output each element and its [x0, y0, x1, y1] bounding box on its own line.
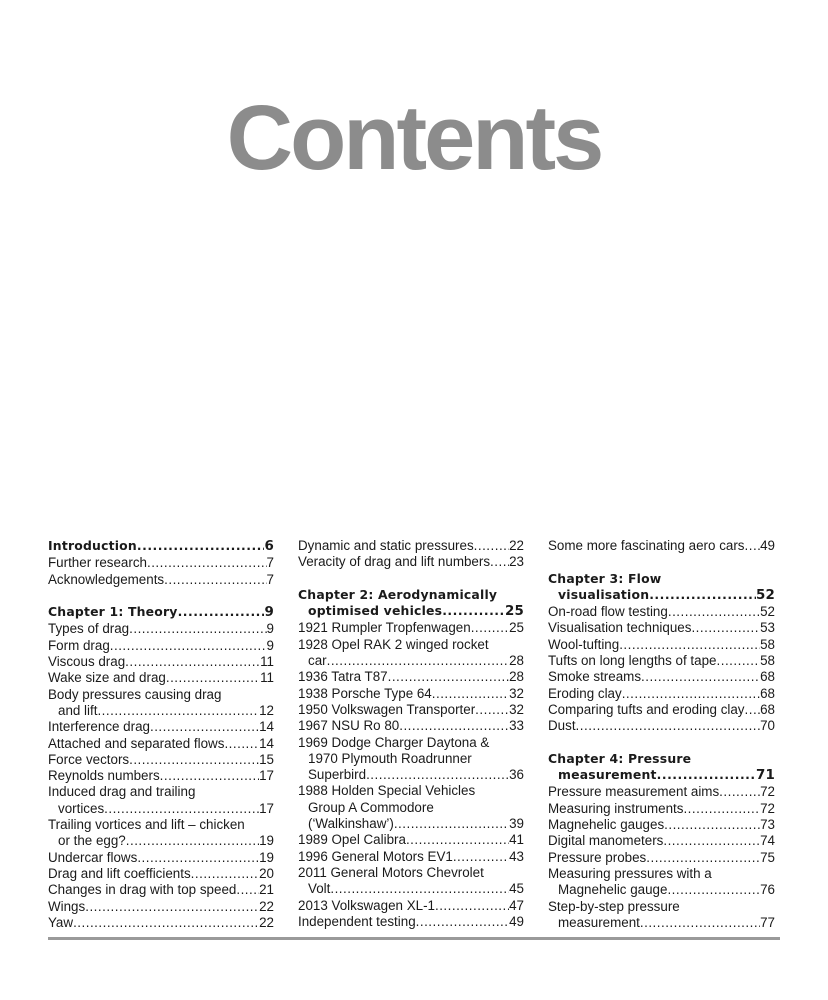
dot-leader [442, 603, 505, 619]
toc-entry-title: 1921 Rumpler Tropfenwagen [298, 620, 471, 636]
toc-entry-title: 1938 Porsche Type 64 [298, 685, 432, 701]
toc-entry-title: Changes in drag with top speed [48, 882, 237, 898]
toc-page-number: 32 [509, 685, 524, 701]
dot-leader [719, 784, 760, 800]
toc-entry-title: Yaw [48, 914, 74, 930]
toc-entry-title: Some more fascinating aero cars [548, 538, 745, 553]
toc-page-number: 32 [509, 701, 524, 717]
toc-page-number: 68 [760, 685, 775, 701]
toc-entry-title: Chapter 2: Aerodynamically [298, 586, 498, 602]
toc-page-number: 6 [264, 539, 274, 554]
toc-column-1 [48, 538, 274, 931]
toc-page-number: 58 [760, 653, 775, 669]
dot-leader [745, 538, 761, 554]
toc-page-number: 36 [509, 767, 524, 783]
toc-entry [48, 784, 274, 817]
toc-entry-title: Further research [48, 555, 147, 571]
toc-page-number: 12 [259, 702, 274, 718]
dot-leader [327, 653, 509, 669]
dot-leader [330, 881, 509, 897]
toc-entry-title: Viscous drag [48, 654, 126, 670]
dot-leader [576, 718, 761, 734]
dot-leader [129, 752, 259, 768]
toc-entry-title: Pressure measurement aims [548, 784, 720, 800]
toc-page-number: 52 [755, 587, 775, 603]
toc-entry-title: Chapter 1: Theory [48, 604, 178, 620]
toc-entry [48, 555, 274, 571]
toc-entry [48, 768, 274, 784]
toc-chapter-heading [548, 751, 775, 785]
toc-entry [298, 620, 524, 636]
toc-entry [548, 718, 775, 734]
toc-page-number: 33 [509, 718, 524, 734]
toc-spacer [548, 554, 775, 570]
dot-leader [191, 866, 259, 882]
bottom-rule [48, 937, 780, 940]
toc-entry [298, 735, 524, 784]
toc-entry-title: Force vectors [48, 751, 130, 767]
toc-entry-title: measurement [558, 914, 640, 930]
toc-entry [48, 899, 274, 915]
toc-entry-title: Body pressures causing drag [48, 686, 222, 702]
dot-leader [126, 833, 259, 849]
toc-entry-title: car [308, 653, 327, 669]
dot-leader [657, 767, 756, 783]
toc-entry-title: Tufts on long lengths of tape [548, 653, 717, 669]
toc-entry-title: Chapter 3: Flow [548, 570, 662, 586]
toc-entry-title: 2011 General Motors Chevrolet [298, 864, 484, 880]
toc-page-number: 19 [259, 833, 274, 849]
toc-entry [548, 850, 775, 866]
toc-entry-title: Dust [548, 718, 576, 734]
dot-leader [490, 554, 509, 570]
toc-entry-title: Trailing vortices and lift – chicken [48, 817, 245, 833]
toc-entry-title: Wool-tufting [548, 636, 620, 652]
toc-entry [548, 653, 775, 669]
toc-entry-title: Interference drag [48, 719, 150, 735]
toc-entry-title: measurement [558, 767, 657, 783]
toc-entry-title: optimised vehicles [308, 603, 443, 619]
toc-page-number: 58 [760, 636, 775, 652]
dot-leader [619, 637, 760, 653]
toc-page-number: 49 [509, 913, 524, 929]
dot-leader [224, 736, 259, 752]
dot-leader [160, 768, 259, 784]
toc-page-number: 11 [260, 670, 274, 686]
dot-leader [683, 801, 760, 817]
toc-entry-title: 1936 Tatra T87 [298, 669, 388, 685]
dot-leader [663, 833, 760, 849]
toc-page-number: 22 [509, 538, 524, 553]
dot-leader [147, 555, 267, 571]
toc-page-number: 41 [509, 832, 524, 848]
toc-entry-title: Veracity of drag and lift numbers [298, 554, 491, 570]
toc-page-number: 76 [760, 882, 775, 898]
toc-entry [548, 784, 775, 800]
dot-leader [668, 604, 760, 620]
toc-page-number: 73 [760, 817, 775, 833]
dot-leader [388, 669, 510, 685]
toc-entry-title: 1996 General Motors EV1 [298, 848, 453, 864]
dot-leader [691, 620, 760, 636]
toc-entry-title: Induced drag and trailing [48, 784, 196, 800]
toc-chapter-heading [298, 587, 524, 621]
dot-leader [104, 801, 259, 817]
dot-leader [137, 850, 259, 866]
toc-entry [298, 898, 524, 914]
toc-entry-title: Independent testing [298, 913, 416, 929]
dot-leader [717, 653, 761, 669]
toc-chapter-heading [48, 604, 274, 621]
dot-leader [664, 817, 760, 833]
toc-entry-title: Wake size and drag [48, 670, 166, 686]
toc-entry-title: and lift [58, 702, 98, 718]
toc-page-number: 45 [509, 881, 524, 897]
toc-page-number: 25 [509, 620, 524, 636]
dot-leader [137, 538, 265, 554]
toc-entry-title: vortices [58, 800, 105, 816]
toc-entry-title: Pressure probes [548, 849, 647, 865]
toc-page-number: 39 [509, 816, 524, 832]
toc-entry [48, 817, 274, 850]
toc-page-number: 68 [760, 669, 775, 685]
toc-page-number: 17 [259, 800, 274, 816]
toc-entry-title: Group A Commodore [308, 799, 434, 815]
toc-entry-title: Eroding clay [548, 685, 622, 701]
toc-entry [48, 866, 274, 882]
toc-entry-title: Superbird [308, 767, 367, 783]
toc-entry [48, 719, 274, 735]
toc-entry [298, 538, 524, 554]
toc-entry [548, 702, 775, 718]
toc-entry [48, 850, 274, 866]
toc-page-number: 28 [509, 653, 524, 669]
toc-page-number: 25 [504, 604, 524, 620]
toc-page-number: 7 [266, 571, 274, 587]
toc-entry-title: 1988 Holden Special Vehicles [298, 783, 476, 799]
toc-page-number: 74 [760, 833, 775, 849]
toc-entry-title: Wings [48, 898, 86, 914]
toc-entry [298, 865, 524, 898]
dot-leader [667, 882, 760, 898]
toc-entry-title: (‘Walkinshaw’) [308, 816, 394, 832]
toc-page-number: 52 [760, 604, 775, 620]
toc-page-number: 75 [760, 849, 775, 865]
toc-entry-title: 1928 Opel RAK 2 winged rocket [298, 636, 489, 652]
dot-leader [432, 686, 509, 702]
toc-page-number: 9 [266, 637, 274, 653]
dot-leader [475, 702, 509, 718]
toc-entry-title: Magnehelic gauge [558, 882, 668, 898]
toc-entry [548, 538, 775, 554]
toc-entry [298, 637, 524, 670]
toc-page-number: 77 [760, 914, 775, 930]
toc-entry-title: 1989 Opel Calibra [298, 832, 406, 848]
toc-page-number: 9 [264, 605, 274, 621]
dot-leader [85, 899, 259, 915]
toc-entry-title: Measuring pressures with a [548, 865, 712, 881]
dot-leader [435, 898, 509, 914]
toc-entry [298, 686, 524, 702]
toc-page-number: 68 [760, 701, 775, 717]
dot-leader [646, 850, 760, 866]
toc-entry-title: Digital manometers [548, 833, 664, 849]
toc-entry [48, 654, 274, 670]
toc-spacer [48, 588, 274, 604]
toc-entry [298, 718, 524, 734]
toc-entry [548, 866, 775, 899]
toc-page-number: 9 [266, 621, 274, 637]
toc-entry [548, 899, 775, 932]
dot-leader [73, 915, 259, 931]
toc-page-number: 43 [509, 848, 524, 864]
dot-leader [97, 703, 259, 719]
toc-entry [548, 637, 775, 653]
toc-entry [548, 686, 775, 702]
toc-spacer [548, 735, 775, 751]
toc-entry-title: visualisation [558, 586, 650, 602]
toc-entry-title: Smoke streams [548, 669, 642, 685]
dot-leader [110, 638, 267, 654]
toc-page-number: 47 [509, 897, 524, 913]
toc-entry-title: Acknowledgements [48, 571, 165, 587]
toc-entry-title: Form drag [48, 637, 110, 653]
dot-leader [399, 718, 509, 734]
dot-leader [394, 816, 509, 832]
toc-entry [48, 687, 274, 720]
dot-leader [366, 767, 509, 783]
toc-entry [48, 638, 274, 654]
toc-spacer [298, 571, 524, 587]
dot-leader [453, 849, 509, 865]
toc-page-number: 21 [259, 882, 274, 898]
toc-entry-title: Volt [308, 881, 331, 897]
dot-leader [641, 669, 760, 685]
toc-page-number: 49 [760, 538, 775, 553]
toc-entry [298, 832, 524, 848]
toc-entry-title: Types of drag [48, 621, 130, 637]
toc-entry-title: Reynolds numbers [48, 768, 160, 784]
toc-page-number: 11 [260, 654, 274, 670]
toc-entry [548, 817, 775, 833]
toc-entry [48, 882, 274, 898]
toc-page-number: 20 [259, 865, 274, 881]
toc-entry-title: Drag and lift coefficients [48, 865, 191, 881]
toc-entry [298, 849, 524, 865]
toc-entry-title: Comparing tufts and eroding clay [548, 701, 745, 717]
toc-page-number: 22 [259, 898, 274, 914]
toc-entry-title: Chapter 4: Pressure [548, 750, 692, 766]
page-title: Contents [226, 87, 602, 189]
toc-entry-title: Introduction [48, 538, 137, 553]
toc-entry [298, 702, 524, 718]
toc-entry-title: Measuring instruments [548, 800, 684, 816]
toc-entry-title: 2013 Volkswagen XL-1 [298, 897, 435, 913]
dot-leader [406, 832, 509, 848]
dot-leader [129, 621, 266, 637]
toc-page-number: 71 [755, 768, 775, 784]
toc-chapter-heading [548, 571, 775, 605]
toc-page-number: 72 [760, 784, 775, 800]
toc-entry-title: 1950 Volkswagen Transporter [298, 701, 476, 717]
toc-entry-title: On-road flow testing [548, 604, 668, 620]
dot-leader [471, 620, 509, 636]
toc-page-number: 70 [760, 718, 775, 734]
toc-page-number: 19 [259, 849, 274, 865]
toc-entry [548, 801, 775, 817]
toc-entry [548, 620, 775, 636]
dot-leader [164, 572, 266, 588]
dot-leader [125, 654, 260, 670]
dot-leader [416, 914, 509, 930]
toc-entry-title: Attached and separated flows [48, 735, 225, 751]
toc-entry [548, 669, 775, 685]
toc-chapter-heading [48, 538, 274, 555]
toc-entry-title: or the egg? [58, 833, 126, 849]
toc-entry-title: Dynamic and static pressures [298, 538, 474, 553]
toc-page-number: 15 [259, 751, 274, 767]
toc-page-number: 28 [509, 669, 524, 685]
dot-leader [474, 538, 509, 554]
toc-entry [298, 914, 524, 930]
toc-column-2 [298, 538, 524, 930]
toc-entry-title: 1969 Dodge Charger Daytona & [298, 734, 490, 750]
dot-leader [649, 587, 756, 603]
toc-entry [298, 783, 524, 832]
toc-entry-title: Undercar flows [48, 849, 138, 865]
toc-entry-title: Visualisation techniques [548, 620, 692, 636]
toc-page-number: 22 [259, 914, 274, 930]
toc-entry [48, 621, 274, 637]
toc-column-3 [548, 538, 775, 931]
toc-entry [48, 915, 274, 931]
toc-page-number: 53 [760, 620, 775, 636]
dot-leader [236, 882, 259, 898]
dot-leader [622, 686, 760, 702]
toc-page-number: 14 [259, 719, 274, 735]
toc-entry-title: 1967 NSU Ro 80 [298, 718, 400, 734]
toc-entry [48, 572, 274, 588]
toc-entry [48, 670, 274, 686]
toc-entry [298, 669, 524, 685]
dot-leader [745, 702, 761, 718]
toc-page-number: 72 [760, 800, 775, 816]
toc-entry [48, 736, 274, 752]
toc-page-number: 14 [259, 735, 274, 751]
dot-leader [640, 915, 760, 931]
toc-entry-title: 1970 Plymouth Roadrunner [308, 750, 472, 766]
dot-leader [166, 670, 260, 686]
toc-page-number: 17 [259, 768, 274, 784]
dot-leader [178, 604, 265, 620]
toc-entry [298, 554, 524, 570]
toc-entry [548, 833, 775, 849]
toc-page-number: 7 [266, 555, 274, 571]
toc-page-number: 23 [509, 554, 524, 570]
toc-entry-title: Step-by-step pressure [548, 898, 680, 914]
dot-leader [150, 719, 259, 735]
toc-entry-title: Magnehelic gauges [548, 817, 665, 833]
toc-entry [548, 604, 775, 620]
toc-entry [48, 752, 274, 768]
